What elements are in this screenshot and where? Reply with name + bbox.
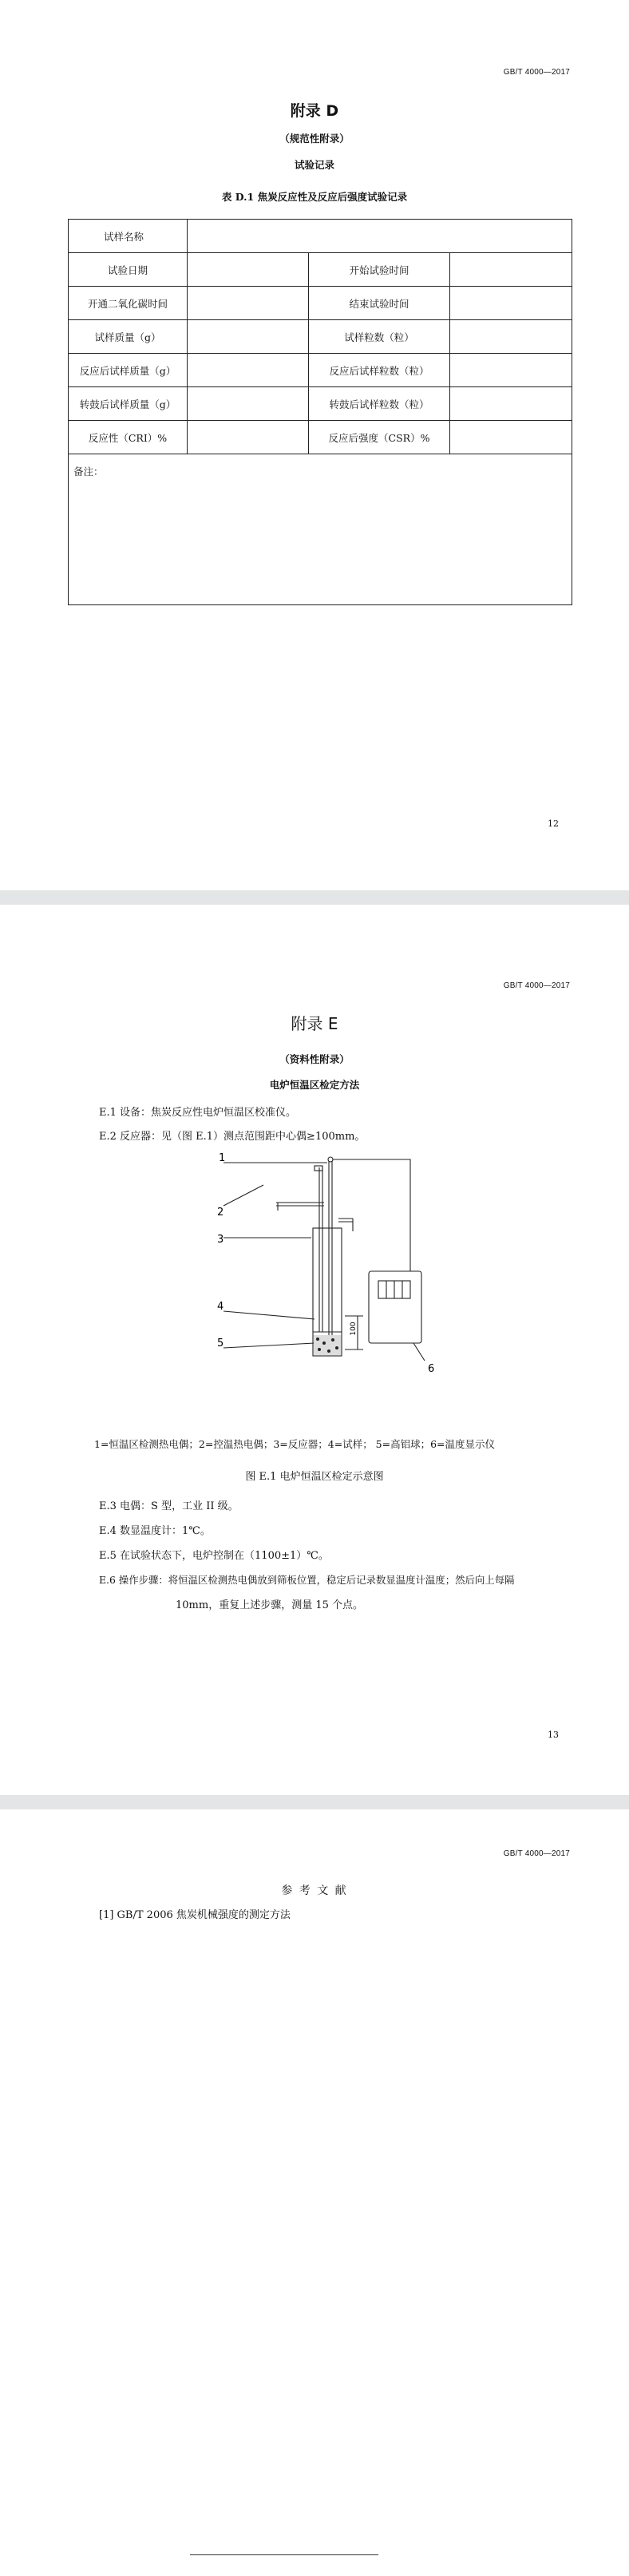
clause-e1: E.1 设备：焦炭反应性电炉恒温区校准仪。 xyxy=(99,1107,297,1119)
clause-e6-line2: 10mm，重复上述步骤，测量 15 个点。 xyxy=(176,1599,364,1611)
table-row xyxy=(69,220,572,253)
table-row xyxy=(69,454,572,605)
test-record-table xyxy=(68,219,572,605)
figure-label-6: 6 xyxy=(428,1363,435,1375)
table-row xyxy=(69,354,572,387)
table-cell-label: 反应后试样粒数（粒） xyxy=(309,354,450,387)
page-12 xyxy=(0,0,629,890)
table-cell-value xyxy=(188,387,309,421)
table-cell-label: 反应后强度（CSR）% xyxy=(309,421,450,454)
remarks-cell: 备注： xyxy=(69,454,572,605)
page-13 xyxy=(0,905,629,1795)
table-cell-value xyxy=(450,320,572,354)
table-cell-value xyxy=(450,253,572,287)
furnace-calibration-diagram xyxy=(216,1151,495,1383)
table-cell-value xyxy=(188,421,309,454)
appendix-e-title: 附录 E xyxy=(291,1014,338,1033)
appendix-d-section-title: 试验记录 xyxy=(294,159,334,171)
table-row xyxy=(69,387,572,421)
figure-label-4: 4 xyxy=(217,1301,224,1313)
table-cell-label: 转鼓后试样粒数（粒） xyxy=(309,387,450,421)
table-d1-caption: 表 D.1 焦炭反应性及反应后强度试验记录 xyxy=(221,191,408,203)
figure-label-2: 2 xyxy=(217,1207,224,1219)
page-number: 13 xyxy=(548,1730,559,1740)
clause-e4: E.4 数显温度计：1℃。 xyxy=(99,1525,211,1537)
table-row xyxy=(69,253,572,287)
table-cell-label: 反应后试样质量（g） xyxy=(69,354,188,387)
clause-e3: E.3 电偶：S 型，工业 II 级。 xyxy=(99,1500,239,1512)
table-cell-value xyxy=(450,387,572,421)
temperature-display-unit xyxy=(369,1271,421,1343)
standard-code: GB/T 4000—2017 xyxy=(503,68,570,77)
standard-code: GB/T 4000—2017 xyxy=(503,1849,570,1858)
clause-e2: E.2 反应器：见（图 E.1）测点范围距中心偶≥100mm。 xyxy=(99,1131,366,1143)
page-separator xyxy=(0,890,629,905)
table-cell-label: 开通二氧化碳时间 xyxy=(69,287,188,320)
table-cell-value xyxy=(188,354,309,387)
table-cell-value xyxy=(450,287,572,320)
appendix-e-type: （资料性附录） xyxy=(279,1053,350,1065)
reference-item: [1] GB/T 2006 焦炭机械强度的测定方法 xyxy=(99,1909,291,1921)
table-cell-value xyxy=(450,421,572,454)
appendix-e-section-title: 电炉恒温区检定方法 xyxy=(269,1079,360,1091)
appendix-d-title: 附录 D xyxy=(290,102,339,120)
table-cell-label: 开始试验时间 xyxy=(309,253,450,287)
figure-dimension-label: 100 xyxy=(350,1322,358,1336)
table-cell-label: 试样粒数（粒） xyxy=(309,320,450,354)
page-separator xyxy=(0,1795,629,1809)
clause-e6-line1: E.6 操作步骤：将恒温区检测热电偶放到筛板位置，稳定后记录数显温度计温度；然后向上每隔 xyxy=(99,1574,515,1586)
table-cell-label: 试样名称 xyxy=(69,220,188,253)
clause-e5: E.5 在试验状态下，电炉控制在（1100±1）℃。 xyxy=(99,1550,329,1562)
appendix-d-type: （规范性附录） xyxy=(279,133,350,145)
table-cell-value xyxy=(188,253,309,287)
table-cell-label: 反应性（CRI）% xyxy=(69,421,188,454)
footer-rule xyxy=(190,2554,378,2555)
table-cell-value xyxy=(450,354,572,387)
table-row xyxy=(69,320,572,354)
figure-label-1: 1 xyxy=(219,1152,226,1164)
table-cell-value xyxy=(188,287,309,320)
table-cell-value xyxy=(188,220,572,253)
table-row xyxy=(69,421,572,454)
references-title: 参 考 文 献 xyxy=(281,1884,348,1897)
table-cell-label: 试样质量（g） xyxy=(69,320,188,354)
standard-code: GB/T 4000—2017 xyxy=(503,981,570,990)
figure-label-5: 5 xyxy=(217,1338,224,1349)
page-number: 12 xyxy=(548,818,559,829)
table-row xyxy=(69,287,572,320)
figure-label-3: 3 xyxy=(217,1234,224,1246)
figure-e1-caption: 图 E.1 电炉恒温区检定示意图 xyxy=(245,1471,384,1483)
table-cell-value xyxy=(188,320,309,354)
table-cell-label: 试验日期 xyxy=(69,253,188,287)
table-cell-label: 结束试验时间 xyxy=(309,287,450,320)
page-14 xyxy=(0,1809,629,2576)
figure-legend: 1=恒温区检测热电偶；2=控温热电偶；3=反应器；4=试样； 5=高铝球；6=温度显示仪 xyxy=(94,1438,496,1450)
table-cell-label: 转鼓后试样质量（g） xyxy=(69,387,188,421)
